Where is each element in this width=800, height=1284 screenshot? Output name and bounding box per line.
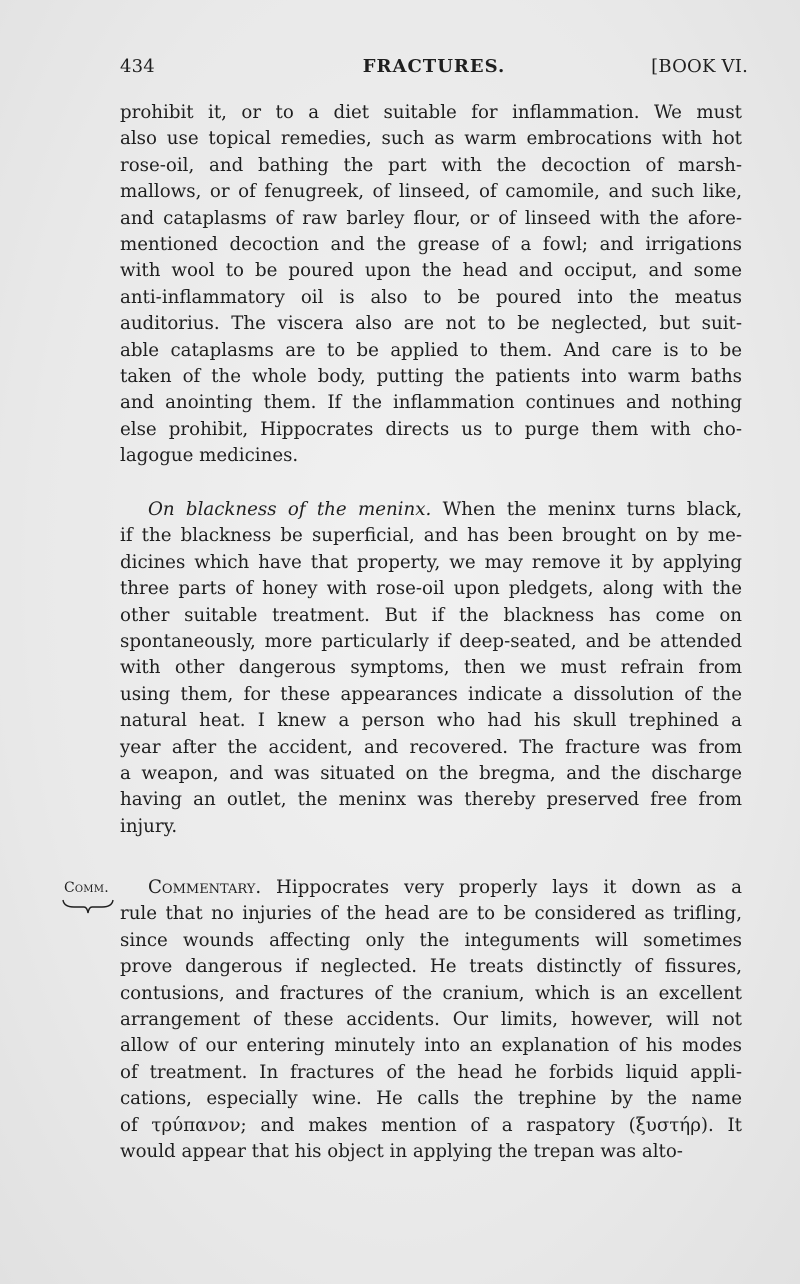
text-line: prohibit it, or to a diet suitable for inflammation. We must: [120, 102, 742, 123]
paragraph-meninx: [120, 497, 742, 840]
text-line: also use topical remedies, such as warm embrocations with hot: [120, 128, 742, 150]
text-line: if the blackness be superficial, and has been brought on by me-: [120, 525, 742, 547]
running-head: [120, 56, 748, 86]
text-line: [120, 497, 742, 523]
text-line: auditorius. The viscera also are not to be neglected, but suit-: [120, 313, 742, 335]
text-line: would appear that his object in applying the trepan was alto-: [120, 1141, 683, 1163]
text-line: rule that no injuries of the head are to be considered as trifling,: [120, 903, 742, 925]
text-line: lagogue medicines.: [120, 445, 299, 467]
paragraph-continuation: [120, 100, 742, 470]
text-line: having an outlet, the meninx was thereby preserved free from: [120, 789, 742, 811]
text-line: contusions, and fractures of the cranium, which is an excellent: [120, 982, 742, 1004]
text-line: anti-inflammatory oil is also to be poured into the meatus: [120, 286, 742, 308]
text-line: else prohibit, Hippocrates directs us to purge them with cho-: [120, 418, 742, 440]
margin-label: Comm.: [64, 880, 109, 896]
section-heading: On blackness of the meninx.: [148, 499, 432, 520]
text-line: dicines which have that property, we may remove it by applying: [120, 551, 742, 573]
text-line: with wool to be poured upon the head and occiput, and some: [120, 260, 742, 282]
text-line: using them, for these appearances indicate a dissolution of the: [120, 683, 742, 705]
page-number: 434: [120, 56, 155, 77]
text-line: spontaneously, more particularly if deep-seated, and be attended: [120, 631, 742, 653]
text-line: rose-oil, and bathing the part with the decoction of marsh-: [120, 154, 742, 176]
text-line: injury.: [120, 815, 178, 837]
text-line: a weapon, and was situated on the bregma, and the discharge: [120, 763, 742, 785]
text-line: with other dangerous symptoms, then we must refrain from: [120, 657, 742, 679]
text-line: of treatment. In fractures of the head he forbids liquid appli-: [120, 1061, 742, 1083]
text-line: mentioned decoction and the grease of a fowl; and irrigations: [120, 234, 742, 256]
text-line: arrangement of these accidents. Our limits, however, will not: [120, 1009, 742, 1031]
book-reference: [BOOK VI.: [651, 56, 748, 77]
text-line: allow of our entering minutely into an explanation of his modes: [120, 1035, 742, 1057]
text-line: able cataplasms are to be applied to them. And care is to be: [120, 339, 742, 361]
text-line: of τρύπανον; and makes mention of a raspatory (ξυστήρ). It: [120, 1114, 742, 1136]
text-line: mallows, or of fenugreek, of linseed, of camomile, and such like,: [120, 181, 742, 203]
text-line: and anointing them. If the inflammation continues and nothing: [120, 392, 742, 414]
text-fragment: Hippocrates very properly lays it down as a: [276, 877, 742, 898]
text-line: and cataplasms of raw barley flour, or of linseed with the afore-: [120, 207, 742, 229]
commentary-heading: Commentary.: [148, 877, 262, 898]
text-line: [120, 875, 742, 901]
text-line: taken of the whole body, putting the patients into warm baths: [120, 366, 742, 388]
text-line: other suitable treatment. But if the blackness has come on: [120, 604, 742, 626]
text-line: three parts of honey with rose-oil upon pledgets, along with the: [120, 578, 742, 600]
text-line: natural heat. I knew a person who had his skull trephined a: [120, 710, 742, 732]
text-line: year after the accident, and recovered. The fracture was from: [120, 736, 742, 758]
margin-brace: [62, 898, 114, 916]
paragraph-commentary: [120, 875, 742, 1165]
text-line: cations, especially wine. He calls the trephine by the name: [120, 1088, 742, 1110]
running-title: FRACTURES.: [362, 56, 506, 77]
text-line: since wounds affecting only the integuments will sometimes: [120, 929, 742, 951]
text-fragment: When the meninx turns black,: [442, 499, 742, 520]
text-line: prove dangerous if neglected. He treats distinctly of fissures,: [120, 956, 742, 978]
